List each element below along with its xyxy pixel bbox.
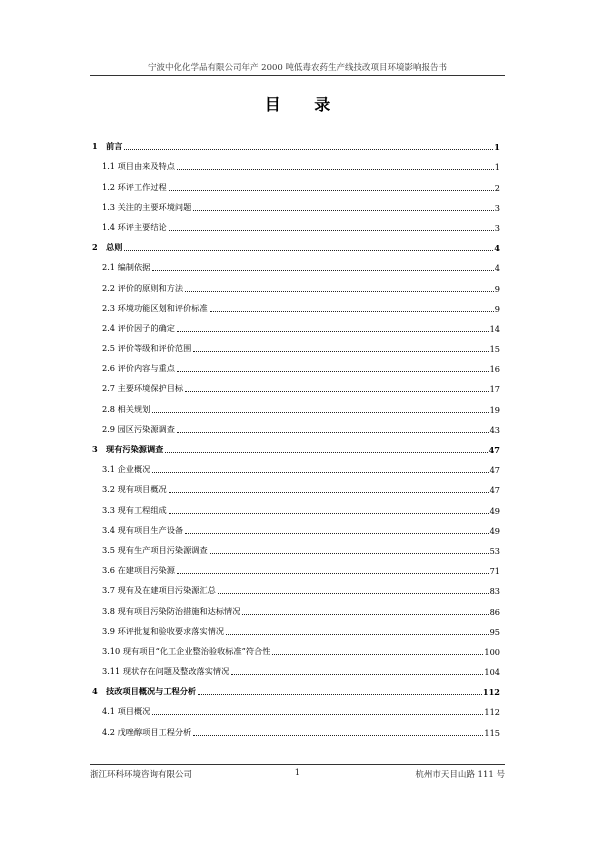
toc-section-entry[interactable] bbox=[92, 475, 500, 495]
toc-entry-label: 2.8 相关规划 bbox=[102, 403, 151, 414]
page-title: 目 录 bbox=[264, 95, 345, 114]
toc-section-entry[interactable] bbox=[92, 697, 500, 717]
toc-leader-dots bbox=[193, 351, 488, 352]
toc-section-entry[interactable] bbox=[92, 495, 500, 515]
toc-leader-dots bbox=[177, 371, 489, 372]
toc-entry-label: 4.2 戊唑醇项目工程分析 bbox=[102, 726, 192, 737]
toc-section-entry[interactable] bbox=[92, 294, 500, 314]
toc-page-number: 112 bbox=[482, 687, 500, 698]
toc-page-number: 9 bbox=[494, 303, 500, 314]
toc-section-entry[interactable] bbox=[92, 415, 500, 435]
toc-entry-label: 2.2 评价的原则和方法 bbox=[102, 282, 184, 293]
toc-entry-label bbox=[92, 686, 196, 697]
toc-page-number: 104 bbox=[484, 667, 500, 678]
toc-entry-label: 3.5 现有生产项目污染源调查 bbox=[102, 544, 208, 555]
toc-page-number: 49 bbox=[489, 525, 500, 536]
toc-leader-dots bbox=[193, 210, 493, 211]
toc-chapter-number: 4 bbox=[92, 686, 98, 697]
toc-chapter-entry[interactable] bbox=[92, 132, 500, 152]
toc-entry-label: 2.7 主要环境保护目标 bbox=[102, 383, 184, 394]
toc-leader-dots bbox=[169, 230, 494, 231]
toc-page-number: 112 bbox=[484, 707, 500, 718]
toc-entry-label: 3.4 现有项目生产设备 bbox=[102, 524, 184, 535]
toc-section-entry[interactable] bbox=[92, 556, 500, 576]
toc-entry-label: 3.11 现状存在问题及整改落实情况 bbox=[102, 666, 230, 677]
toc-entry-label: 3.8 现有项目污染防治措施和达标情况 bbox=[102, 605, 241, 616]
toc-section-entry[interactable] bbox=[92, 455, 500, 475]
toc-entry-label bbox=[92, 242, 122, 253]
toc-entry-label: 2.5 评价等级和评价范围 bbox=[102, 343, 192, 354]
toc-leader-dots bbox=[177, 331, 489, 332]
toc-page-number: 43 bbox=[489, 424, 500, 435]
toc-section-entry[interactable] bbox=[92, 374, 500, 394]
footer-page-number: 1 bbox=[294, 768, 301, 778]
toc-chapter-title: 总则 bbox=[106, 242, 123, 253]
running-header: 宁波中化化学品有限公司年产 2000 吨低毒农药生产线技改项目环境影响报告书 bbox=[147, 63, 448, 73]
toc-leader-dots bbox=[169, 190, 494, 191]
toc-leader-dots bbox=[152, 714, 483, 715]
toc-leader-dots bbox=[198, 694, 482, 695]
toc-page-number: 115 bbox=[484, 727, 500, 738]
toc-section-entry[interactable] bbox=[92, 314, 500, 334]
toc-entry-label bbox=[92, 444, 163, 455]
toc-chapter-number: 3 bbox=[92, 444, 98, 454]
toc-section-entry[interactable] bbox=[92, 394, 500, 414]
toc-leader-dots bbox=[210, 553, 489, 554]
toc-leader-dots bbox=[152, 270, 493, 271]
toc-entry-label: 1.3 关注的主要环境问题 bbox=[102, 201, 192, 212]
footer-divider bbox=[90, 764, 505, 765]
toc-section-entry[interactable] bbox=[92, 536, 500, 556]
toc-page-number: 83 bbox=[489, 586, 500, 597]
toc-page-number: 17 bbox=[489, 384, 500, 395]
toc-leader-dots bbox=[193, 735, 483, 736]
toc-page-number: 15 bbox=[489, 344, 500, 355]
toc-entry-label: 2.9 园区污染源调查 bbox=[102, 423, 175, 434]
toc-leader-dots bbox=[152, 412, 488, 413]
toc-entry-label: 1.2 环评工作过程 bbox=[102, 181, 167, 192]
toc-leader-dots bbox=[242, 614, 488, 615]
toc-page-number: 9 bbox=[494, 283, 500, 294]
toc-entry-label: 3.10 现有项目“化工企业整治验收标准”符合性 bbox=[102, 645, 271, 656]
toc-leader-dots bbox=[185, 391, 488, 392]
toc-chapter-number: 1 bbox=[92, 141, 98, 152]
toc-entry-label: 1.4 环评主要结论 bbox=[102, 221, 167, 232]
toc-section-entry[interactable] bbox=[92, 213, 500, 233]
toc-section-entry[interactable] bbox=[92, 152, 500, 172]
toc-section-entry[interactable] bbox=[92, 354, 500, 374]
toc-chapter-title: 现有污染源调查 bbox=[106, 444, 164, 454]
toc-entry-label: 1.1 项目由来及特点 bbox=[102, 161, 175, 172]
toc-entry-label: 3.2 现有项目概况 bbox=[102, 484, 167, 495]
toc-section-entry[interactable] bbox=[92, 637, 500, 657]
toc-page-number: 47 bbox=[489, 465, 500, 476]
toc-entry-label: 3.1 企业概况 bbox=[102, 464, 151, 475]
toc-section-entry[interactable] bbox=[92, 253, 500, 273]
toc-leader-dots bbox=[124, 149, 493, 150]
toc-entry-label: 2.1 编制依据 bbox=[102, 262, 151, 273]
toc-leader-dots bbox=[169, 492, 489, 493]
toc-chapter-entry[interactable] bbox=[92, 233, 500, 253]
toc-leader-dots bbox=[185, 533, 488, 534]
toc-page-number: 3 bbox=[494, 202, 500, 213]
toc-page-number: 4 bbox=[494, 263, 500, 274]
toc-entry-label: 3.9 环评批复和验收要求落实情况 bbox=[102, 625, 225, 636]
toc-leader-dots bbox=[218, 593, 489, 594]
toc-leader-dots bbox=[210, 311, 494, 312]
toc-page-number: 3 bbox=[494, 222, 500, 233]
table-of-contents bbox=[92, 132, 500, 738]
toc-entry-label bbox=[92, 141, 122, 152]
header-divider bbox=[90, 75, 505, 76]
toc-page-number: 19 bbox=[489, 404, 500, 415]
toc-leader-dots bbox=[177, 169, 494, 170]
toc-entry-label: 2.3 环境功能区划和评价标准 bbox=[102, 302, 208, 313]
toc-leader-dots bbox=[124, 250, 493, 251]
toc-section-entry[interactable] bbox=[92, 617, 500, 637]
toc-page-number: 2 bbox=[494, 182, 500, 193]
toc-entry-label: 3.6 在建项目污染源 bbox=[102, 565, 175, 576]
toc-page-number: 1 bbox=[494, 162, 500, 173]
toc-chapter-title: 前言 bbox=[106, 141, 123, 152]
toc-entry-label: 3.7 现有及在建项目污染源汇总 bbox=[102, 585, 216, 596]
toc-page-number: 4 bbox=[494, 243, 500, 254]
toc-page-number: 1 bbox=[494, 142, 500, 153]
toc-section-entry[interactable] bbox=[92, 596, 500, 616]
footer-address: 杭州市天目山路 111 号 bbox=[415, 770, 505, 780]
toc-page-number: 47 bbox=[488, 445, 500, 455]
toc-leader-dots bbox=[177, 573, 489, 574]
toc-entry-label: 2.6 评价内容与重点 bbox=[102, 363, 175, 374]
toc-chapter-entry[interactable] bbox=[92, 677, 500, 697]
toc-page-number: 47 bbox=[489, 485, 500, 496]
toc-leader-dots bbox=[272, 654, 483, 655]
footer-company: 浙江环科环境咨询有限公司 bbox=[90, 770, 193, 780]
toc-leader-dots bbox=[231, 674, 483, 675]
toc-chapter-number: 2 bbox=[92, 242, 98, 253]
toc-chapter-entry[interactable] bbox=[92, 435, 500, 455]
toc-entry-label: 2.4 评价因子的确定 bbox=[102, 322, 175, 333]
toc-page-number: 100 bbox=[484, 646, 500, 657]
toc-section-entry[interactable] bbox=[92, 172, 500, 192]
toc-page-number: 14 bbox=[489, 323, 500, 334]
toc-section-entry[interactable] bbox=[92, 717, 500, 737]
toc-leader-dots bbox=[185, 291, 494, 292]
toc-section-entry[interactable] bbox=[92, 657, 500, 677]
toc-chapter-title: 技改项目概况与工程分析 bbox=[106, 686, 197, 697]
toc-page-number: 71 bbox=[489, 566, 500, 577]
toc-leader-dots bbox=[177, 432, 489, 433]
toc-leader-dots bbox=[169, 513, 489, 514]
toc-leader-dots bbox=[152, 472, 488, 473]
toc-section-entry[interactable] bbox=[92, 273, 500, 293]
toc-page-number: 16 bbox=[489, 364, 500, 375]
toc-section-entry[interactable] bbox=[92, 334, 500, 354]
toc-page-number: 49 bbox=[489, 505, 500, 516]
toc-entry-label: 3.3 现有工程组成 bbox=[102, 504, 167, 515]
toc-section-entry[interactable] bbox=[92, 193, 500, 213]
toc-section-entry[interactable] bbox=[92, 516, 500, 536]
toc-leader-dots bbox=[226, 634, 489, 635]
toc-page-number: 53 bbox=[489, 545, 500, 556]
toc-page-number: 86 bbox=[489, 606, 500, 617]
toc-entry-label: 4.1 项目概况 bbox=[102, 706, 151, 717]
toc-section-entry[interactable] bbox=[92, 576, 500, 596]
toc-leader-dots bbox=[165, 452, 487, 453]
toc-page-number: 95 bbox=[489, 626, 500, 637]
